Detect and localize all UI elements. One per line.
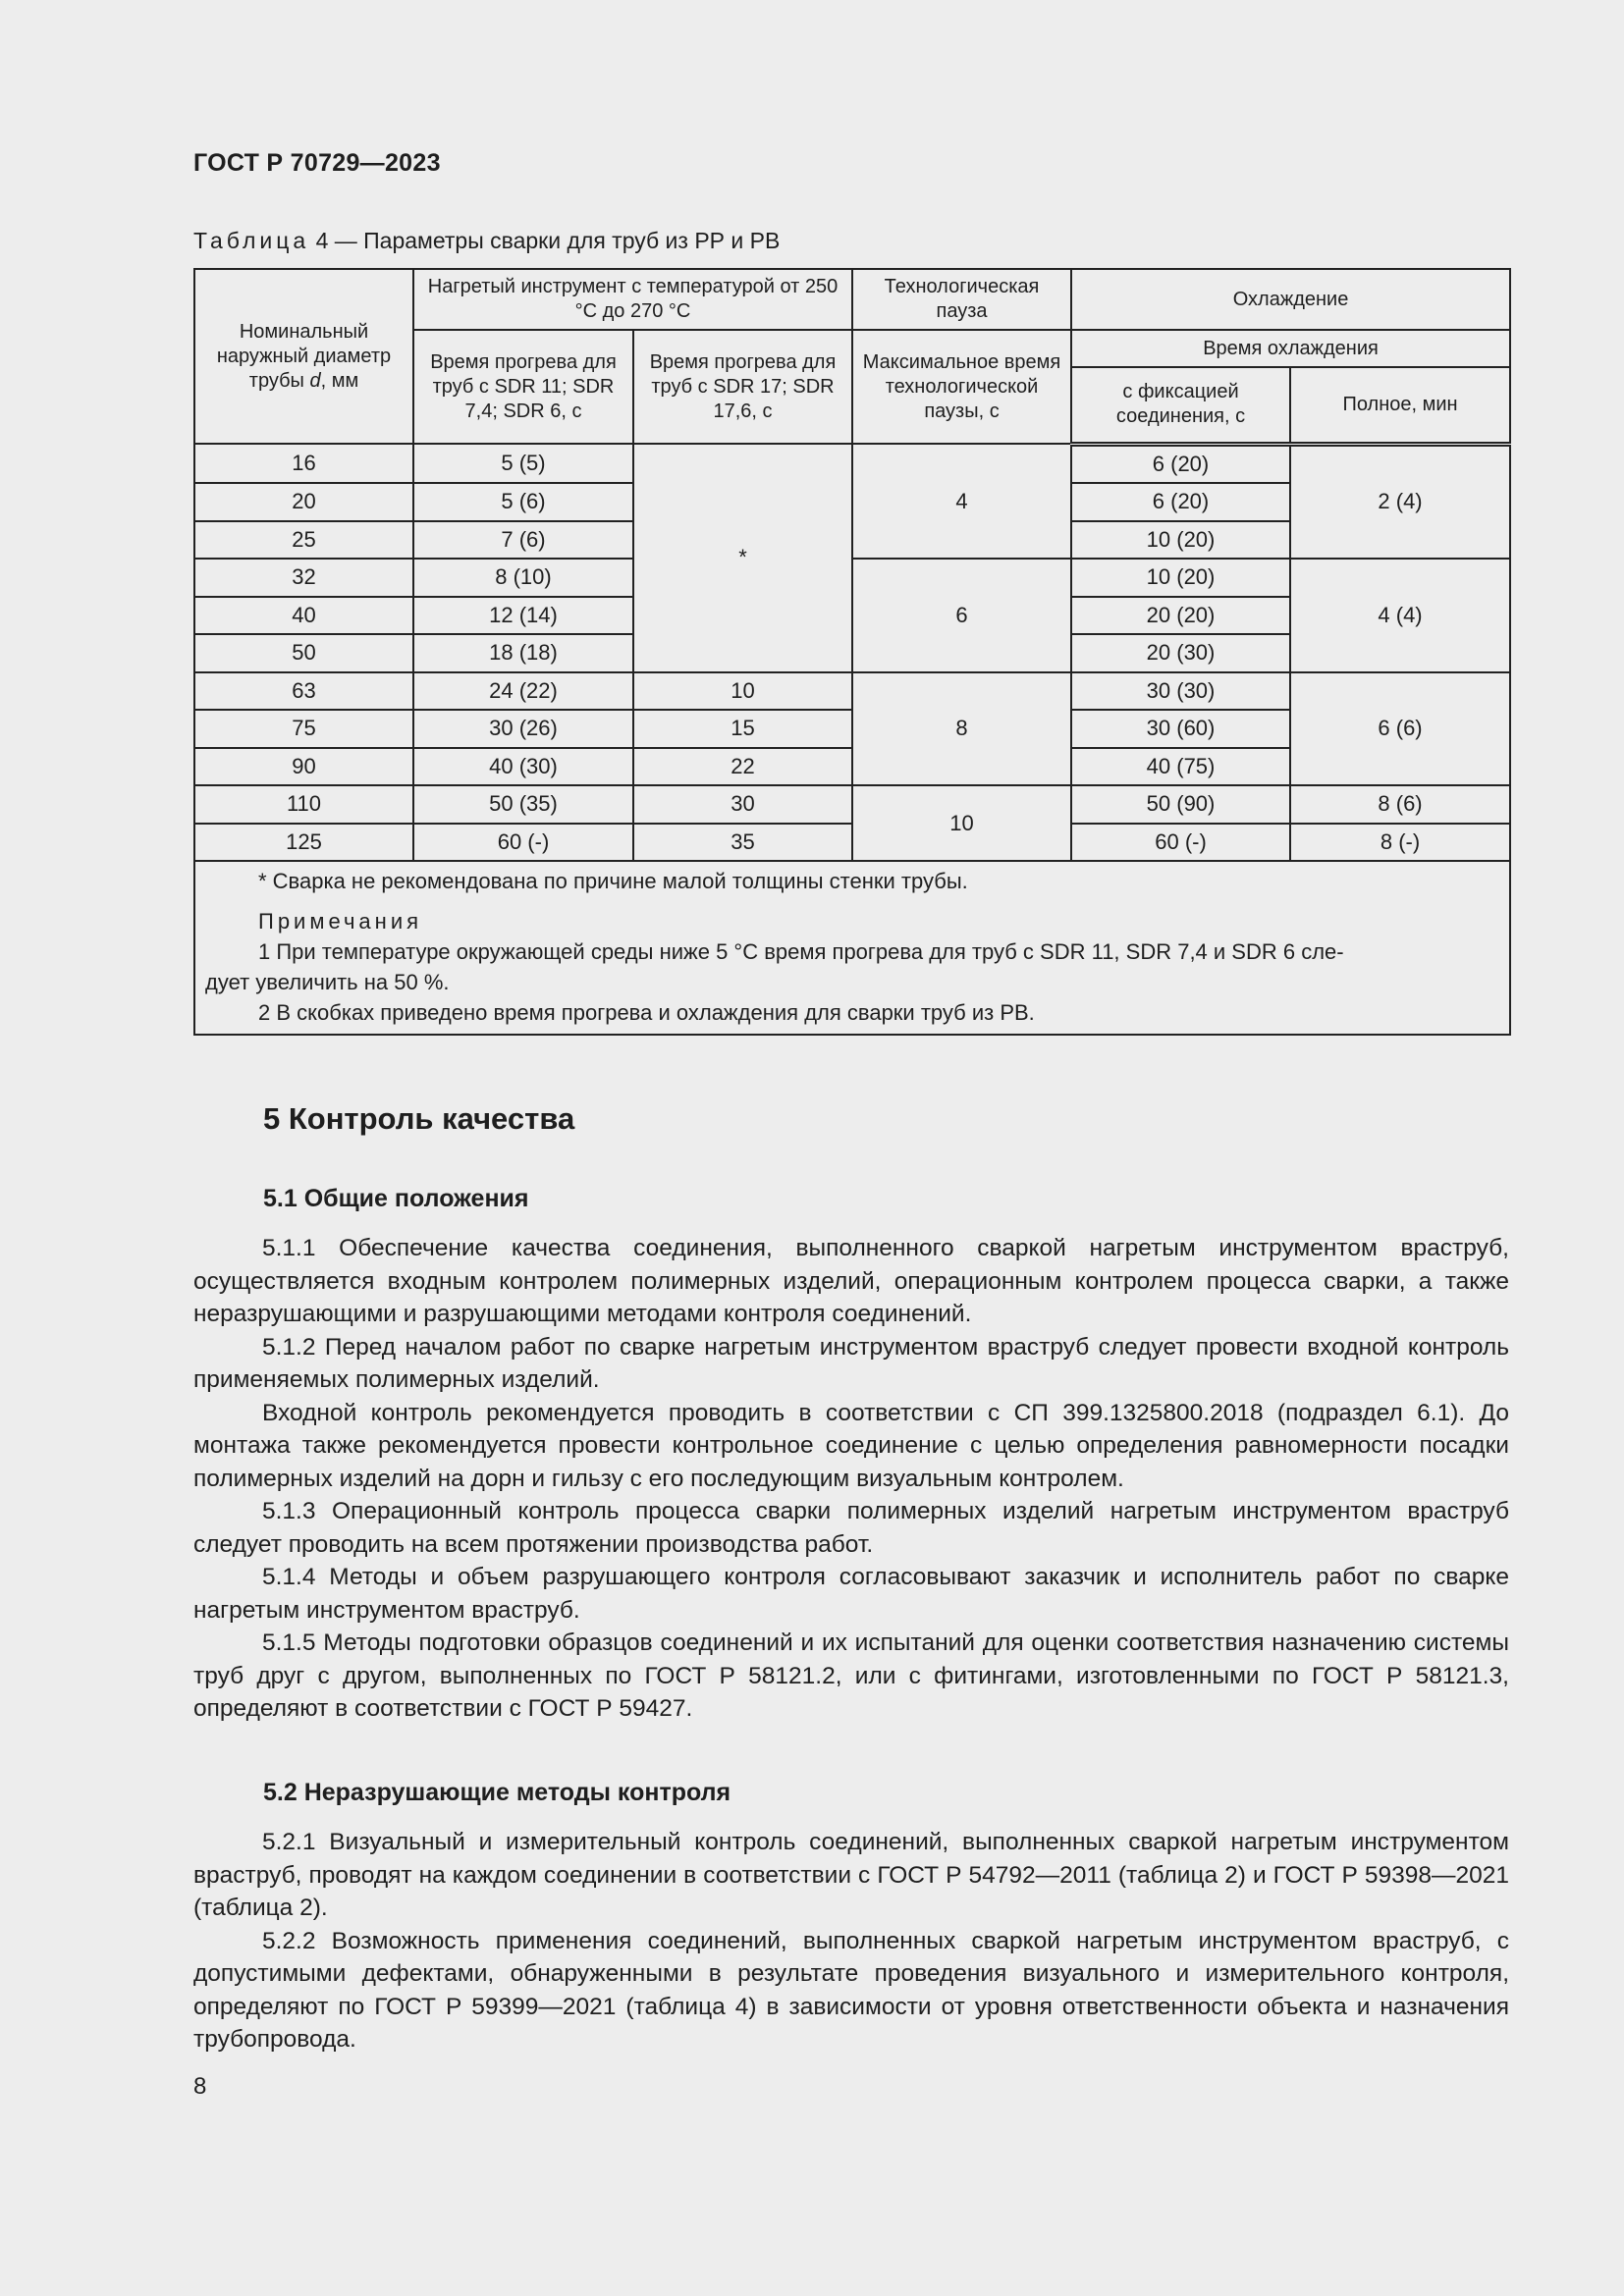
cell-heat-sdr11: 5 (5) [413, 444, 633, 483]
section-5-2-title: 5.2 Неразрушающие методы контроля [263, 1779, 731, 1806]
cell-diameter: 25 [194, 521, 413, 560]
cell-diameter: 20 [194, 483, 413, 521]
cell-heat-sdr11: 18 (18) [413, 634, 633, 672]
paragraph-5-1-4: 5.1.4 Методы и объем разрушающего контроля согласовывают заказчик и исполнитель работ по сварке нагретым инструментом враструб. [193, 1564, 1509, 1624]
cell-diameter: 110 [194, 785, 413, 824]
cell-pause: 8 [852, 672, 1071, 786]
cell-diameter: 16 [194, 444, 413, 483]
section-5-2-body [193, 1826, 1509, 2056]
cell-cooling-fixed: 10 (20) [1071, 521, 1290, 560]
header-heat-sdr17: Время прогрева для труб с SDR 17; SDR 17,6, с [633, 330, 852, 444]
table-caption-title: 4 — Параметры сварки для труб из РР и РВ [315, 228, 781, 253]
cell-heat-sdr11: 30 (26) [413, 710, 633, 748]
welding-parameters-table [193, 268, 1509, 1036]
cell-diameter: 75 [194, 710, 413, 748]
cell-cooling-full: 8 (6) [1290, 785, 1510, 824]
table-row [194, 559, 1510, 597]
paragraph-5-1-3: 5.1.3 Операционный контроль процесса сварки полимерных изделий нагретым инструментом враструб следует проводить на всем протяжении производства работ. [193, 1498, 1509, 1558]
table-row [194, 444, 1510, 483]
table-notes-row [194, 861, 1510, 1035]
cell-cooling-full: 2 (4) [1290, 444, 1510, 559]
header-tech-pause: Технологическая пауза [852, 269, 1071, 330]
cell-cooling-fixed: 6 (20) [1071, 444, 1290, 483]
notes-title: Примечания [258, 909, 423, 934]
cell-pause: 10 [852, 785, 1071, 861]
header-cooling-full: Полное, мин [1290, 367, 1510, 444]
cell-cooling-fixed: 20 (20) [1071, 597, 1290, 635]
cell-pause: 4 [852, 444, 1071, 559]
cell-heat-sdr17: 15 [633, 710, 852, 748]
cell-cooling-fixed: 20 (30) [1071, 634, 1290, 672]
header-cooling: Охлаждение [1071, 269, 1510, 330]
cell-cooling-full: 4 (4) [1290, 559, 1510, 672]
table-caption-word: Таблица [193, 228, 310, 253]
cell-diameter: 90 [194, 748, 413, 786]
cell-cooling-fixed: 6 (20) [1071, 483, 1290, 521]
cell-heat-sdr17: 35 [633, 824, 852, 862]
header-diameter: Номинальный наружный диаметр трубы d, мм [194, 269, 413, 444]
cell-diameter: 63 [194, 672, 413, 711]
cell-cooling-fixed: 40 (75) [1071, 748, 1290, 786]
paragraph-5-1-5: 5.1.5 Методы подготовки образцов соединений и их испытаний для оценки соответствия назначению системы труб друг с другом, выполненных по ГОСТ Р 58121.2, или с фитингами, изготовленными по ГОСТ Р 58121.3, определяют в соответствии с ГОСТ Р 59427. [193, 1629, 1509, 1722]
cell-heat-sdr17: 10 [633, 672, 852, 711]
cell-cooling-full: 6 (6) [1290, 672, 1510, 786]
cell-heat-sdr11: 40 (30) [413, 748, 633, 786]
cell-pause: 6 [852, 559, 1071, 672]
cell-cooling-full: 8 (-) [1290, 824, 1510, 862]
cell-cooling-fixed: 30 (30) [1071, 672, 1290, 711]
cell-cooling-fixed: 50 (90) [1071, 785, 1290, 824]
header-cooling-fixed: с фиксацией соединения, с [1071, 367, 1290, 444]
cell-cooling-fixed: 60 (-) [1071, 824, 1290, 862]
paragraph-5-1-2: 5.1.2 Перед началом работ по сварке нагретым инструментом враструб следует провести входной контроль применяемых полимерных изделий. [193, 1333, 1509, 1393]
table-caption [193, 228, 780, 254]
paragraph-5-2-2: 5.2.2 Возможность применения соединений, выполненных сваркой нагретым инструментом враструб, с допустимыми дефектами, обнаруженными в результате проведения визуального и измерительного контроля, определяют по ГОСТ Р 59399—2021 (таблица 4) в зависимости от уровня ответственности объекта и назначения трубопровода. [193, 1927, 1509, 2053]
section-5-1-title: 5.1 Общие положения [263, 1185, 529, 1212]
paragraph-5-2-1: 5.2.1 Визуальный и измерительный контроль соединений, выполненных сваркой нагретым инструментом враструб, проводят на каждом соединении в соответствии с ГОСТ Р 54792—2011 (таблица 2) и ГОСТ Р 59398—2021 (таблица 2). [193, 1829, 1509, 1921]
table-notes [194, 861, 1510, 1035]
table-footnote: * Сварка не рекомендована по причине малой толщины стенки трубы. [258, 869, 968, 893]
page-number: 8 [193, 2073, 207, 2100]
cell-heat-sdr11: 50 (35) [413, 785, 633, 824]
header-heated-tool: Нагретый инструмент с температурой от 250 °С до 270 °С [413, 269, 852, 330]
cell-cooling-fixed: 10 (20) [1071, 559, 1290, 597]
cell-heat-sdr11: 7 (6) [413, 521, 633, 560]
cell-cooling-fixed: 30 (60) [1071, 710, 1290, 748]
cell-heat-sdr11: 60 (-) [413, 824, 633, 862]
table-row [194, 672, 1510, 711]
cell-diameter: 125 [194, 824, 413, 862]
header-heat-sdr11: Время прогрева для труб с SDR 11; SDR 7,4; SDR 6, с [413, 330, 633, 444]
cell-diameter: 32 [194, 559, 413, 597]
cell-heat-sdr17: 22 [633, 748, 852, 786]
section-5-title: 5 Контроль качества [263, 1101, 575, 1136]
cell-heat-sdr17-not-recommended: * [633, 444, 852, 672]
cell-heat-sdr11: 5 (6) [413, 483, 633, 521]
note-2: 2 В скобках приведено время прогрева и охлаждения для сварки труб из РВ. [258, 1000, 1035, 1025]
header-max-pause: Максимальное время технологической паузы, с [852, 330, 1071, 444]
document-header: ГОСТ Р 70729—2023 [193, 149, 441, 177]
section-5-1-body [193, 1232, 1509, 1726]
cell-heat-sdr17: 30 [633, 785, 852, 824]
cell-diameter: 50 [194, 634, 413, 672]
paragraph-5-1-1: 5.1.1 Обеспечение качества соединения, выполненного сваркой нагретым инструментом враструб, осуществляется входным контролем полимерных изделий, операционным контролем процесса сварки, а также неразрушающими и разрушающими методами контроля соединений. [193, 1235, 1509, 1327]
note-1-line-2: дует увеличить на 50 %. [205, 970, 450, 994]
cell-heat-sdr11: 12 (14) [413, 597, 633, 635]
cell-heat-sdr11: 24 (22) [413, 672, 633, 711]
table-row [194, 785, 1510, 824]
cell-heat-sdr11: 8 (10) [413, 559, 633, 597]
cell-diameter: 40 [194, 597, 413, 635]
header-cooling-time: Время охлаждения [1071, 330, 1510, 367]
note-1-line-1: 1 При температуре окружающей среды ниже 5 °С время прогрева для труб с SDR 11, SDR 7,4 и SDR 6 сле- [258, 939, 1344, 964]
paragraph-5-1-2-input-control: Входной контроль рекомендуется проводить в соответствии с СП 399.1325800.2018 (подраздел 6.1). До монтажа также рекомендуется провести контрольное соединение с целью определения равномерности посадки полимерных изделий на дорн и гильзу с его последующим визуальным контролем. [193, 1399, 1509, 1492]
